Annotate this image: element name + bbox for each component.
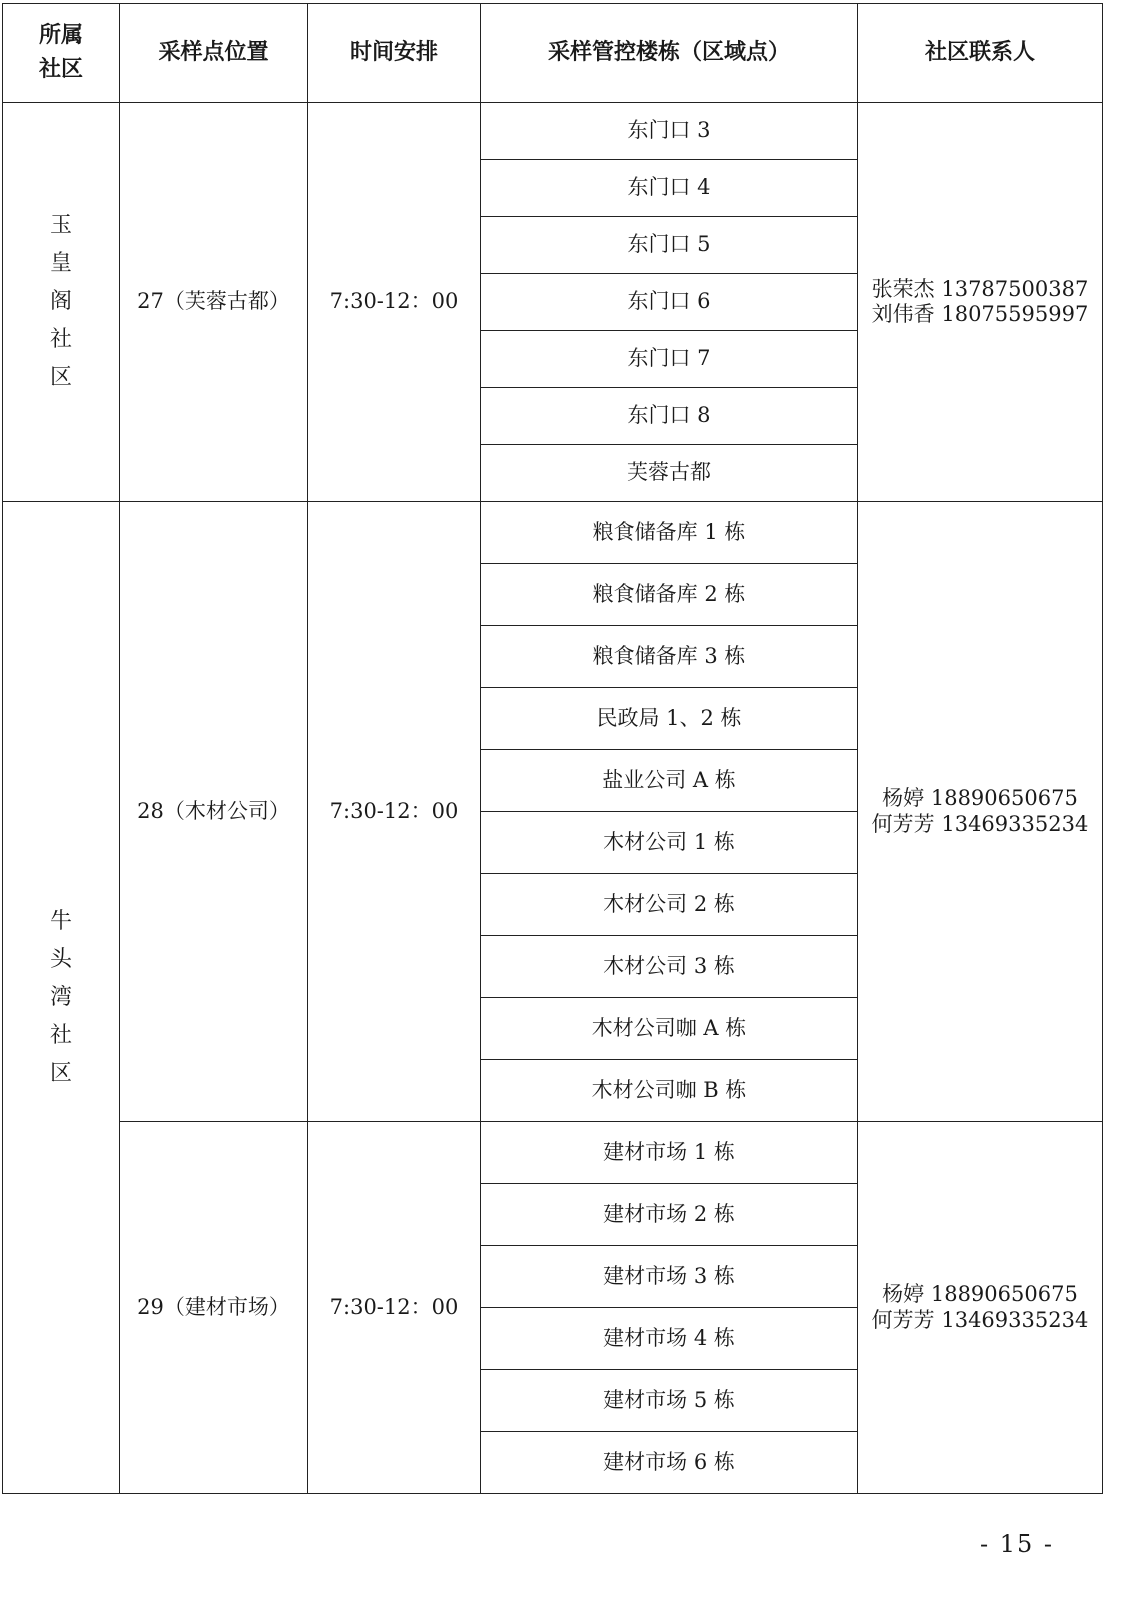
building-cell: 建材市场 6 栋 (481, 1432, 858, 1494)
community-cell (3, 502, 120, 1494)
table-body (3, 103, 1103, 1494)
building-cell: 东门口 7 (481, 331, 858, 388)
contact-person: 刘伟香 18075595997 (871, 302, 1089, 326)
community-name: 玉皇阁社区 (49, 213, 72, 390)
header-location: 采样点位置 (120, 4, 308, 103)
header-community: 所属社区 (3, 4, 120, 103)
building-cell: 东门口 4 (481, 160, 858, 217)
page-number: - 15 - (980, 1530, 1055, 1558)
contact-person: 杨婷 18890650675 (882, 786, 1078, 811)
building-cell: 民政局 1、2 栋 (481, 688, 858, 750)
time-cell: 7:30-12：00 (308, 1122, 481, 1494)
time-cell: 7:30-12：00 (308, 103, 481, 502)
community-name: 牛头湾社区 (49, 908, 72, 1086)
table-row (3, 1122, 1103, 1184)
header-time: 时间安排 (308, 4, 481, 103)
contact-person: 杨婷 18890650675 (882, 1282, 1078, 1307)
sampling-schedule-table (2, 3, 1103, 1494)
building-cell: 盐业公司 A 栋 (481, 750, 858, 812)
table-row (3, 103, 1103, 160)
location-cell: 27（芙蓉古都） (120, 103, 308, 502)
building-cell: 东门口 5 (481, 217, 858, 274)
location-cell: 28（木材公司） (120, 502, 308, 1122)
contact-cell (858, 1122, 1103, 1494)
building-cell: 芙蓉古都 (481, 445, 858, 502)
community-cell (3, 103, 120, 502)
building-cell: 建材市场 2 栋 (481, 1184, 858, 1246)
header-buildings: 采样管控楼栋（区域点） (481, 4, 858, 103)
building-cell: 木材公司咖 A 栋 (481, 998, 858, 1060)
building-cell: 建材市场 4 栋 (481, 1308, 858, 1370)
contact-person: 何芳芳 13469335234 (871, 1307, 1089, 1332)
building-cell: 东门口 8 (481, 388, 858, 445)
building-cell: 木材公司咖 B 栋 (481, 1060, 858, 1122)
building-cell: 东门口 3 (481, 103, 858, 160)
schedule-sheet (2, 3, 1102, 1528)
building-cell: 东门口 6 (481, 274, 858, 331)
table-row (3, 502, 1103, 564)
building-cell: 粮食储备库 3 栋 (481, 626, 858, 688)
contact-person: 张荣杰 13787500387 (871, 276, 1089, 301)
time-cell: 7:30-12：00 (308, 502, 481, 1122)
building-cell: 建材市场 1 栋 (481, 1122, 858, 1184)
building-cell: 木材公司 3 栋 (481, 936, 858, 998)
building-cell: 建材市场 5 栋 (481, 1370, 858, 1432)
contact-person: 何芳芳 13469335234 (871, 811, 1089, 836)
building-cell: 木材公司 2 栋 (481, 874, 858, 936)
header-row (3, 4, 1103, 103)
building-cell: 建材市场 3 栋 (481, 1246, 858, 1308)
location-cell: 29（建材市场） (120, 1122, 308, 1494)
contact-cell (858, 103, 1103, 502)
contact-cell (858, 502, 1103, 1122)
building-cell: 粮食储备库 2 栋 (481, 564, 858, 626)
header-contact: 社区联系人 (858, 4, 1103, 103)
building-cell: 木材公司 1 栋 (481, 812, 858, 874)
building-cell: 粮食储备库 1 栋 (481, 502, 858, 564)
